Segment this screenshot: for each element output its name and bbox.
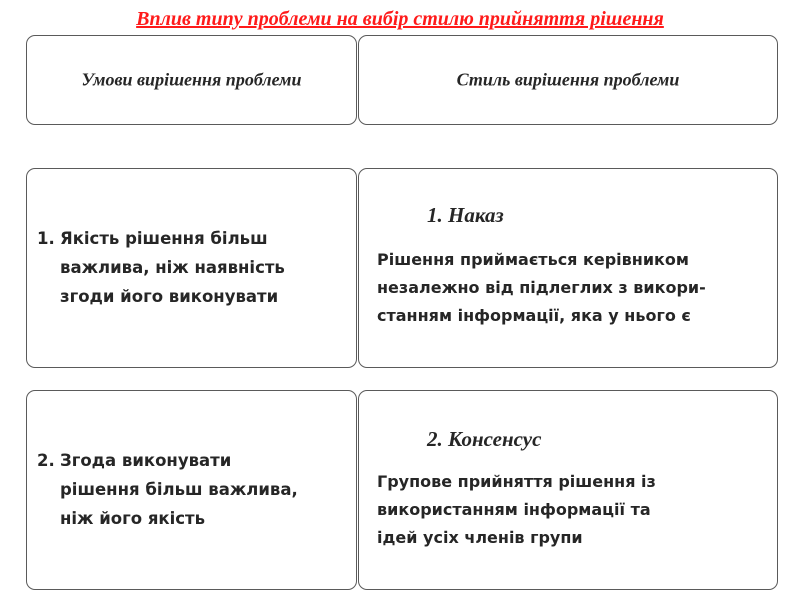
- style-desc-1: [377, 246, 771, 330]
- condition-line: рішення більш важлива,: [60, 480, 298, 499]
- condition-text-1: [37, 224, 350, 311]
- style-box-2: [358, 390, 778, 590]
- style-desc-line: станням інформації, яка у нього є: [377, 306, 691, 325]
- condition-line: ніж його якість: [60, 509, 206, 528]
- condition-number-2: 2.: [37, 451, 55, 470]
- style-desc-2: [377, 468, 771, 552]
- header-conditions-label: Умови вирішення проблеми: [81, 69, 302, 90]
- condition-line: Якість рішення більш: [60, 229, 268, 248]
- condition-number-1: 1.: [37, 229, 55, 248]
- style-desc-line: ідей усіх членів групи: [377, 528, 583, 547]
- style-name-2: 2. Консенсус: [427, 427, 542, 451]
- condition-line: важлива, ніж наявність: [60, 258, 285, 277]
- style-name-1: 1. Наказ: [427, 203, 504, 227]
- page-title: Вплив типу проблеми на вибір стилю прийняття рішення: [136, 8, 664, 30]
- condition-box-1: [26, 168, 357, 368]
- style-desc-line: використанням інформації та: [377, 500, 651, 519]
- header-style-box: [358, 35, 778, 125]
- style-desc-line: незалежно від підлеглих з викори-: [377, 278, 706, 297]
- header-conditions-box: [26, 35, 357, 125]
- style-box-1: [358, 168, 778, 368]
- condition-box-2: [26, 390, 357, 590]
- header-style-label: Стиль вирішення проблеми: [456, 69, 680, 90]
- condition-text-2: [37, 446, 350, 533]
- style-desc-line: Рішення приймається керівником: [377, 250, 689, 269]
- style-desc-line: Групове прийняття рішення із: [377, 472, 656, 491]
- condition-line: згоди його виконувати: [60, 287, 279, 306]
- condition-line: Згода виконувати: [60, 451, 232, 470]
